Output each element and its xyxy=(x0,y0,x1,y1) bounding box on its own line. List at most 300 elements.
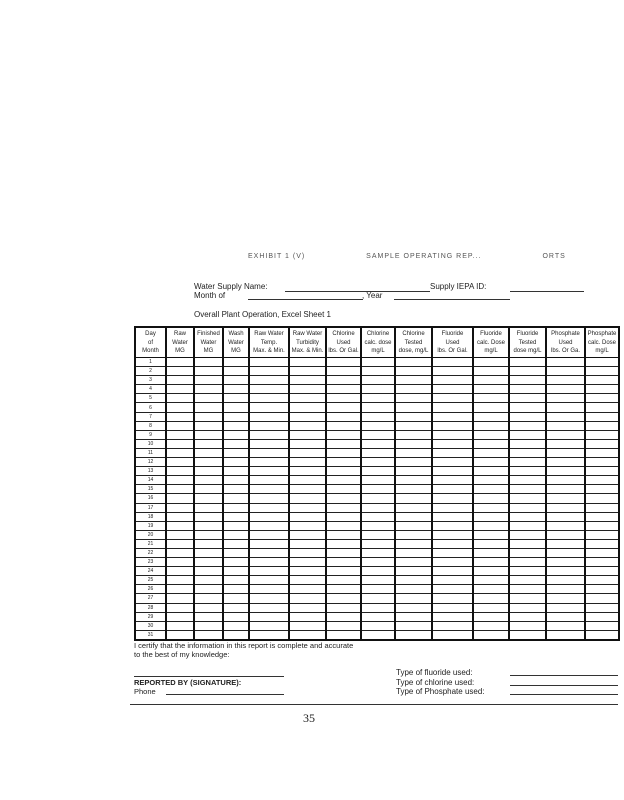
entry-cell[interactable] xyxy=(473,439,509,448)
entry-cell[interactable] xyxy=(361,521,395,530)
entry-cell[interactable] xyxy=(249,548,289,557)
entry-cell[interactable] xyxy=(509,521,546,530)
entry-cell[interactable] xyxy=(289,539,326,548)
entry-cell[interactable] xyxy=(326,539,361,548)
entry-cell[interactable] xyxy=(473,476,509,485)
entry-cell[interactable] xyxy=(361,530,395,539)
entry-cell[interactable] xyxy=(194,567,223,576)
entry-cell[interactable] xyxy=(546,385,585,394)
entry-cell[interactable] xyxy=(223,376,249,385)
entry-cell[interactable] xyxy=(509,394,546,403)
entry-cell[interactable] xyxy=(585,558,619,567)
entry-cell[interactable] xyxy=(361,403,395,412)
entry-cell[interactable] xyxy=(509,576,546,585)
entry-cell[interactable] xyxy=(361,467,395,476)
entry-cell[interactable] xyxy=(432,439,473,448)
entry-cell[interactable] xyxy=(546,485,585,494)
entry-cell[interactable] xyxy=(361,630,395,640)
entry-cell[interactable] xyxy=(249,612,289,621)
entry-cell[interactable] xyxy=(326,585,361,594)
entry-cell[interactable] xyxy=(166,494,194,503)
entry-cell[interactable] xyxy=(395,367,432,376)
entry-cell[interactable] xyxy=(223,612,249,621)
entry-cell[interactable] xyxy=(194,367,223,376)
entry-cell[interactable] xyxy=(166,412,194,421)
entry-cell[interactable] xyxy=(585,621,619,630)
entry-cell[interactable] xyxy=(249,603,289,612)
water-supply-name-field[interactable] xyxy=(285,291,430,292)
entry-cell[interactable] xyxy=(166,448,194,457)
entry-cell[interactable] xyxy=(546,567,585,576)
entry-cell[interactable] xyxy=(395,503,432,512)
entry-cell[interactable] xyxy=(432,558,473,567)
entry-cell[interactable] xyxy=(223,539,249,548)
entry-cell[interactable] xyxy=(223,621,249,630)
entry-cell[interactable] xyxy=(223,594,249,603)
entry-cell[interactable] xyxy=(473,567,509,576)
entry-cell[interactable] xyxy=(509,376,546,385)
entry-cell[interactable] xyxy=(546,476,585,485)
entry-cell[interactable] xyxy=(509,385,546,394)
entry-cell[interactable] xyxy=(223,530,249,539)
entry-cell[interactable] xyxy=(546,539,585,548)
entry-cell[interactable] xyxy=(289,485,326,494)
entry-cell[interactable] xyxy=(395,439,432,448)
entry-cell[interactable] xyxy=(289,376,326,385)
entry-cell[interactable] xyxy=(395,521,432,530)
entry-cell[interactable] xyxy=(223,548,249,557)
entry-cell[interactable] xyxy=(194,494,223,503)
entry-cell[interactable] xyxy=(326,385,361,394)
entry-cell[interactable] xyxy=(432,539,473,548)
entry-cell[interactable] xyxy=(289,430,326,439)
entry-cell[interactable] xyxy=(289,567,326,576)
entry-cell[interactable] xyxy=(395,385,432,394)
entry-cell[interactable] xyxy=(289,512,326,521)
entry-cell[interactable] xyxy=(546,512,585,521)
entry-cell[interactable] xyxy=(249,394,289,403)
entry-cell[interactable] xyxy=(432,621,473,630)
entry-cell[interactable] xyxy=(361,358,395,367)
entry-cell[interactable] xyxy=(194,594,223,603)
entry-cell[interactable] xyxy=(509,585,546,594)
entry-cell[interactable] xyxy=(166,630,194,640)
entry-cell[interactable] xyxy=(432,548,473,557)
entry-cell[interactable] xyxy=(432,358,473,367)
entry-cell[interactable] xyxy=(223,467,249,476)
entry-cell[interactable] xyxy=(546,630,585,640)
entry-cell[interactable] xyxy=(473,494,509,503)
entry-cell[interactable] xyxy=(289,467,326,476)
entry-cell[interactable] xyxy=(432,421,473,430)
entry-cell[interactable] xyxy=(361,367,395,376)
entry-cell[interactable] xyxy=(585,448,619,457)
entry-cell[interactable] xyxy=(361,603,395,612)
entry-cell[interactable] xyxy=(509,358,546,367)
entry-cell[interactable] xyxy=(473,621,509,630)
entry-cell[interactable] xyxy=(249,403,289,412)
entry-cell[interactable] xyxy=(249,512,289,521)
entry-cell[interactable] xyxy=(194,512,223,521)
entry-cell[interactable] xyxy=(432,385,473,394)
entry-cell[interactable] xyxy=(194,421,223,430)
entry-cell[interactable] xyxy=(166,612,194,621)
entry-cell[interactable] xyxy=(546,367,585,376)
entry-cell[interactable] xyxy=(166,430,194,439)
entry-cell[interactable] xyxy=(326,430,361,439)
entry-cell[interactable] xyxy=(585,403,619,412)
entry-cell[interactable] xyxy=(585,412,619,421)
entry-cell[interactable] xyxy=(326,412,361,421)
entry-cell[interactable] xyxy=(395,394,432,403)
entry-cell[interactable] xyxy=(509,503,546,512)
entry-cell[interactable] xyxy=(585,630,619,640)
entry-cell[interactable] xyxy=(395,412,432,421)
entry-cell[interactable] xyxy=(432,567,473,576)
entry-cell[interactable] xyxy=(326,530,361,539)
entry-cell[interactable] xyxy=(249,558,289,567)
entry-cell[interactable] xyxy=(473,576,509,585)
entry-cell[interactable] xyxy=(249,412,289,421)
entry-cell[interactable] xyxy=(395,376,432,385)
entry-cell[interactable] xyxy=(326,512,361,521)
entry-cell[interactable] xyxy=(473,558,509,567)
entry-cell[interactable] xyxy=(509,439,546,448)
entry-cell[interactable] xyxy=(249,376,289,385)
entry-cell[interactable] xyxy=(223,458,249,467)
entry-cell[interactable] xyxy=(473,358,509,367)
entry-cell[interactable] xyxy=(166,421,194,430)
entry-cell[interactable] xyxy=(194,430,223,439)
entry-cell[interactable] xyxy=(395,558,432,567)
entry-cell[interactable] xyxy=(326,448,361,457)
entry-cell[interactable] xyxy=(546,585,585,594)
entry-cell[interactable] xyxy=(395,621,432,630)
entry-cell[interactable] xyxy=(473,385,509,394)
entry-cell[interactable] xyxy=(166,621,194,630)
entry-cell[interactable] xyxy=(585,467,619,476)
entry-cell[interactable] xyxy=(361,412,395,421)
entry-cell[interactable] xyxy=(361,512,395,521)
entry-cell[interactable] xyxy=(473,585,509,594)
entry-cell[interactable] xyxy=(432,521,473,530)
entry-cell[interactable] xyxy=(194,630,223,640)
entry-cell[interactable] xyxy=(432,412,473,421)
entry-cell[interactable] xyxy=(289,612,326,621)
month-field[interactable] xyxy=(248,299,363,300)
entry-cell[interactable] xyxy=(585,485,619,494)
entry-cell[interactable] xyxy=(361,385,395,394)
entry-cell[interactable] xyxy=(166,539,194,548)
entry-cell[interactable] xyxy=(473,458,509,467)
entry-cell[interactable] xyxy=(194,448,223,457)
year-field[interactable] xyxy=(394,299,510,300)
entry-cell[interactable] xyxy=(289,458,326,467)
entry-cell[interactable] xyxy=(249,503,289,512)
entry-cell[interactable] xyxy=(223,476,249,485)
entry-cell[interactable] xyxy=(432,403,473,412)
entry-cell[interactable] xyxy=(395,630,432,640)
entry-cell[interactable] xyxy=(546,448,585,457)
entry-cell[interactable] xyxy=(395,485,432,494)
entry-cell[interactable] xyxy=(223,367,249,376)
entry-cell[interactable] xyxy=(546,458,585,467)
entry-cell[interactable] xyxy=(361,458,395,467)
entry-cell[interactable] xyxy=(585,458,619,467)
entry-cell[interactable] xyxy=(395,585,432,594)
entry-cell[interactable] xyxy=(361,485,395,494)
entry-cell[interactable] xyxy=(166,503,194,512)
entry-cell[interactable] xyxy=(585,548,619,557)
entry-cell[interactable] xyxy=(585,585,619,594)
phosphate-type-field[interactable] xyxy=(510,694,618,695)
entry-cell[interactable] xyxy=(509,594,546,603)
entry-cell[interactable] xyxy=(546,558,585,567)
entry-cell[interactable] xyxy=(326,394,361,403)
entry-cell[interactable] xyxy=(395,530,432,539)
entry-cell[interactable] xyxy=(585,612,619,621)
entry-cell[interactable] xyxy=(509,430,546,439)
entry-cell[interactable] xyxy=(194,458,223,467)
entry-cell[interactable] xyxy=(361,539,395,548)
entry-cell[interactable] xyxy=(585,512,619,521)
entry-cell[interactable] xyxy=(509,548,546,557)
entry-cell[interactable] xyxy=(546,521,585,530)
entry-cell[interactable] xyxy=(546,530,585,539)
entry-cell[interactable] xyxy=(289,385,326,394)
entry-cell[interactable] xyxy=(289,439,326,448)
entry-cell[interactable] xyxy=(289,412,326,421)
entry-cell[interactable] xyxy=(166,585,194,594)
entry-cell[interactable] xyxy=(509,621,546,630)
entry-cell[interactable] xyxy=(473,594,509,603)
entry-cell[interactable] xyxy=(361,448,395,457)
entry-cell[interactable] xyxy=(326,558,361,567)
entry-cell[interactable] xyxy=(326,621,361,630)
entry-cell[interactable] xyxy=(326,485,361,494)
fluoride-type-field[interactable] xyxy=(510,675,618,676)
entry-cell[interactable] xyxy=(546,467,585,476)
entry-cell[interactable] xyxy=(223,503,249,512)
entry-cell[interactable] xyxy=(585,594,619,603)
entry-cell[interactable] xyxy=(249,539,289,548)
entry-cell[interactable] xyxy=(249,530,289,539)
entry-cell[interactable] xyxy=(395,403,432,412)
entry-cell[interactable] xyxy=(473,603,509,612)
entry-cell[interactable] xyxy=(223,358,249,367)
entry-cell[interactable] xyxy=(249,367,289,376)
entry-cell[interactable] xyxy=(395,467,432,476)
entry-cell[interactable] xyxy=(473,403,509,412)
entry-cell[interactable] xyxy=(395,358,432,367)
entry-cell[interactable] xyxy=(473,448,509,457)
entry-cell[interactable] xyxy=(509,530,546,539)
entry-cell[interactable] xyxy=(166,367,194,376)
entry-cell[interactable] xyxy=(585,567,619,576)
entry-cell[interactable] xyxy=(473,521,509,530)
entry-cell[interactable] xyxy=(473,512,509,521)
entry-cell[interactable] xyxy=(361,430,395,439)
entry-cell[interactable] xyxy=(473,530,509,539)
entry-cell[interactable] xyxy=(326,594,361,603)
entry-cell[interactable] xyxy=(249,458,289,467)
entry-cell[interactable] xyxy=(432,394,473,403)
entry-cell[interactable] xyxy=(223,394,249,403)
entry-cell[interactable] xyxy=(166,567,194,576)
entry-cell[interactable] xyxy=(585,603,619,612)
entry-cell[interactable] xyxy=(166,439,194,448)
entry-cell[interactable] xyxy=(166,594,194,603)
entry-cell[interactable] xyxy=(249,521,289,530)
entry-cell[interactable] xyxy=(509,539,546,548)
entry-cell[interactable] xyxy=(432,503,473,512)
entry-cell[interactable] xyxy=(223,485,249,494)
entry-cell[interactable] xyxy=(509,494,546,503)
entry-cell[interactable] xyxy=(223,412,249,421)
entry-cell[interactable] xyxy=(166,394,194,403)
entry-cell[interactable] xyxy=(166,512,194,521)
entry-cell[interactable] xyxy=(361,576,395,585)
entry-cell[interactable] xyxy=(194,503,223,512)
entry-cell[interactable] xyxy=(166,385,194,394)
entry-cell[interactable] xyxy=(223,576,249,585)
entry-cell[interactable] xyxy=(432,630,473,640)
entry-cell[interactable] xyxy=(432,603,473,612)
entry-cell[interactable] xyxy=(194,385,223,394)
entry-cell[interactable] xyxy=(361,558,395,567)
entry-cell[interactable] xyxy=(432,585,473,594)
entry-cell[interactable] xyxy=(546,358,585,367)
entry-cell[interactable] xyxy=(585,376,619,385)
entry-cell[interactable] xyxy=(194,485,223,494)
entry-cell[interactable] xyxy=(194,603,223,612)
entry-cell[interactable] xyxy=(223,448,249,457)
entry-cell[interactable] xyxy=(585,385,619,394)
entry-cell[interactable] xyxy=(249,585,289,594)
entry-cell[interactable] xyxy=(432,530,473,539)
entry-cell[interactable] xyxy=(249,430,289,439)
entry-cell[interactable] xyxy=(289,503,326,512)
entry-cell[interactable] xyxy=(223,585,249,594)
entry-cell[interactable] xyxy=(326,476,361,485)
entry-cell[interactable] xyxy=(432,494,473,503)
entry-cell[interactable] xyxy=(326,376,361,385)
entry-cell[interactable] xyxy=(432,485,473,494)
entry-cell[interactable] xyxy=(432,458,473,467)
entry-cell[interactable] xyxy=(395,576,432,585)
entry-cell[interactable] xyxy=(223,558,249,567)
entry-cell[interactable] xyxy=(249,594,289,603)
entry-cell[interactable] xyxy=(289,594,326,603)
entry-cell[interactable] xyxy=(194,621,223,630)
entry-cell[interactable] xyxy=(509,412,546,421)
entry-cell[interactable] xyxy=(249,621,289,630)
entry-cell[interactable] xyxy=(509,603,546,612)
entry-cell[interactable] xyxy=(166,467,194,476)
entry-cell[interactable] xyxy=(326,630,361,640)
entry-cell[interactable] xyxy=(432,512,473,521)
entry-cell[interactable] xyxy=(473,467,509,476)
entry-cell[interactable] xyxy=(223,512,249,521)
entry-cell[interactable] xyxy=(546,594,585,603)
entry-cell[interactable] xyxy=(166,603,194,612)
entry-cell[interactable] xyxy=(289,494,326,503)
entry-cell[interactable] xyxy=(432,448,473,457)
chlorine-type-field[interactable] xyxy=(510,685,618,686)
entry-cell[interactable] xyxy=(326,521,361,530)
entry-cell[interactable] xyxy=(326,576,361,585)
entry-cell[interactable] xyxy=(166,476,194,485)
entry-cell[interactable] xyxy=(289,576,326,585)
entry-cell[interactable] xyxy=(289,476,326,485)
entry-cell[interactable] xyxy=(223,430,249,439)
entry-cell[interactable] xyxy=(194,539,223,548)
entry-cell[interactable] xyxy=(361,476,395,485)
entry-cell[interactable] xyxy=(326,494,361,503)
entry-cell[interactable] xyxy=(326,458,361,467)
entry-cell[interactable] xyxy=(585,394,619,403)
entry-cell[interactable] xyxy=(585,494,619,503)
entry-cell[interactable] xyxy=(166,558,194,567)
entry-cell[interactable] xyxy=(585,476,619,485)
entry-cell[interactable] xyxy=(546,439,585,448)
entry-cell[interactable] xyxy=(432,576,473,585)
entry-cell[interactable] xyxy=(166,403,194,412)
entry-cell[interactable] xyxy=(223,603,249,612)
entry-cell[interactable] xyxy=(249,494,289,503)
entry-cell[interactable] xyxy=(585,430,619,439)
entry-cell[interactable] xyxy=(395,448,432,457)
entry-cell[interactable] xyxy=(585,358,619,367)
entry-cell[interactable] xyxy=(223,385,249,394)
entry-cell[interactable] xyxy=(249,576,289,585)
entry-cell[interactable] xyxy=(395,603,432,612)
entry-cell[interactable] xyxy=(166,485,194,494)
entry-cell[interactable] xyxy=(194,412,223,421)
entry-cell[interactable] xyxy=(546,403,585,412)
entry-cell[interactable] xyxy=(509,458,546,467)
entry-cell[interactable] xyxy=(326,467,361,476)
entry-cell[interactable] xyxy=(585,421,619,430)
entry-cell[interactable] xyxy=(473,485,509,494)
entry-cell[interactable] xyxy=(194,585,223,594)
entry-cell[interactable] xyxy=(361,585,395,594)
entry-cell[interactable] xyxy=(249,630,289,640)
entry-cell[interactable] xyxy=(546,576,585,585)
entry-cell[interactable] xyxy=(194,521,223,530)
entry-cell[interactable] xyxy=(473,539,509,548)
entry-cell[interactable] xyxy=(361,439,395,448)
entry-cell[interactable] xyxy=(194,358,223,367)
entry-cell[interactable] xyxy=(473,394,509,403)
entry-cell[interactable] xyxy=(194,476,223,485)
entry-cell[interactable] xyxy=(432,612,473,621)
entry-cell[interactable] xyxy=(473,612,509,621)
entry-cell[interactable] xyxy=(249,448,289,457)
entry-cell[interactable] xyxy=(509,476,546,485)
entry-cell[interactable] xyxy=(546,494,585,503)
entry-cell[interactable] xyxy=(432,467,473,476)
entry-cell[interactable] xyxy=(473,430,509,439)
entry-cell[interactable] xyxy=(395,430,432,439)
entry-cell[interactable] xyxy=(326,421,361,430)
entry-cell[interactable] xyxy=(473,367,509,376)
entry-cell[interactable] xyxy=(223,494,249,503)
entry-cell[interactable] xyxy=(432,430,473,439)
entry-cell[interactable] xyxy=(249,385,289,394)
entry-cell[interactable] xyxy=(289,530,326,539)
entry-cell[interactable] xyxy=(432,476,473,485)
